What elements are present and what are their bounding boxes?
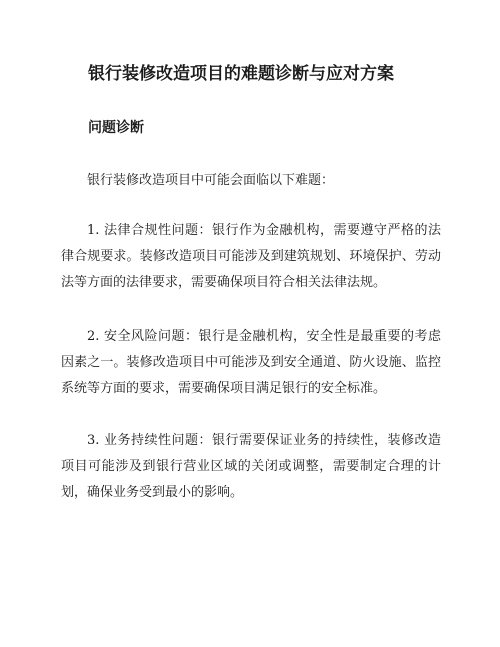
intro-paragraph: 银行装修改造项目中可能会面临以下难题： xyxy=(87,173,335,188)
list-item: 1. 法律合规性问题：银行作为金融机构，需要遵守严格的法律合规要求。装修改造项目可能涉及到建筑规划、环境保护、劳动法等方面的法律要求，需要确保项目符合相关法律法规。 xyxy=(61,223,441,290)
list-item: 3. 业务持续性问题：银行需要保证业务的持续性，装修改造项目可能涉及到银行营业区域的关闭或调整，需要制定合理的计划，确保业务受到最小的影响。 xyxy=(61,433,441,500)
section-heading: 问题诊断 xyxy=(88,120,144,136)
list-item: 2. 安全风险问题：银行是金融机构，安全性是最重要的考虑因素之一。装修改造项目中可能涉及到安全通道、防火设施、监控系统等方面的要求，需要确保项目满足银行的安全标准。 xyxy=(61,329,441,396)
document-title: 银行装修改造项目的难题诊断与应对方案 xyxy=(88,64,394,84)
